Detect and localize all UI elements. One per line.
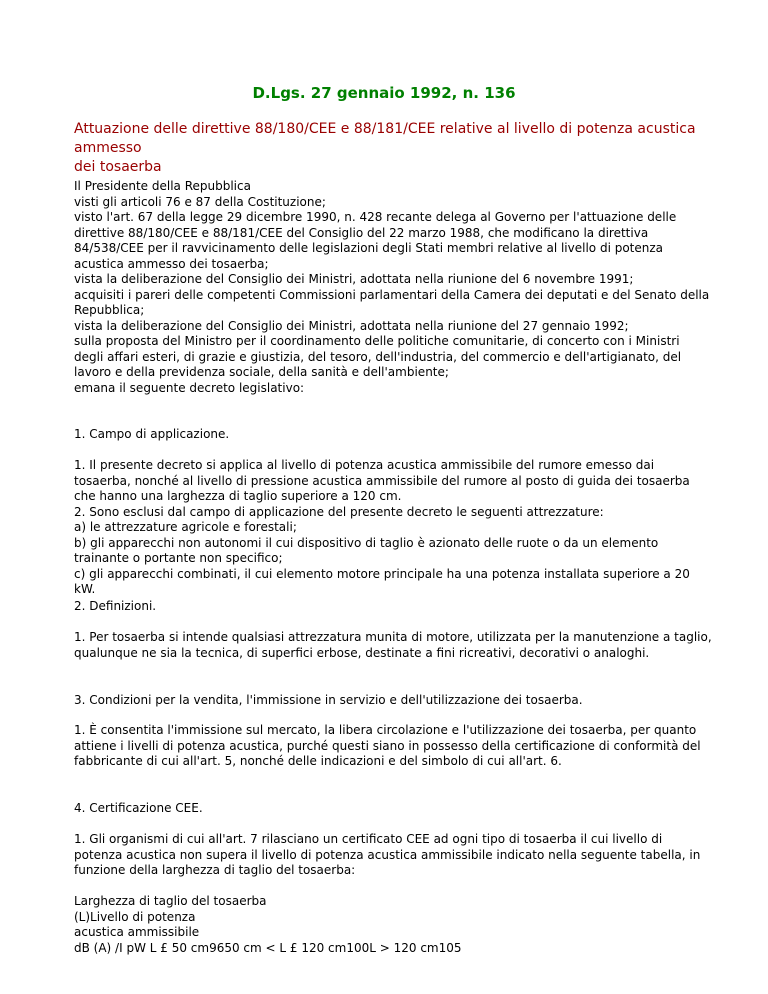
preamble-line: Repubblica;	[74, 303, 145, 317]
article-line: potenza acustica non supera il livello di potenza acustica ammissibile indicato nella seguente tabella, in	[74, 847, 701, 862]
article-line: 2. Sono esclusi dal campo di applicazione del presente decreto le seguenti attrezzature:	[74, 504, 604, 519]
preamble-line: visto l'art. 67 della legge 29 dicembre 1990, n. 428 recante delega al Governo per l'attuazione delle	[74, 210, 677, 224]
preamble-line: lavoro e della previdenza sociale, della sanità e dell'ambiente;	[74, 365, 449, 379]
table-line: dB (A) /I pW L £ 50 cm9650 cm < L £ 120 cm100L > 120 cm105	[74, 940, 462, 955]
preamble-line: acustica ammesso dei tosaerba;	[74, 256, 269, 271]
table-line: acustica ammissibile	[74, 925, 200, 939]
article-line: 1. È consentita l'immissione sul mercato, la libera circolazione e l'utilizzazione dei tosaerba, per quanto	[74, 723, 697, 737]
article-line: a) le attrezzature agricole e forestali;	[74, 520, 297, 534]
preamble-line: sulla proposta del Ministro per il coordinamento delle politiche comunitarie, di concerto con i Ministri	[74, 334, 680, 348]
document-title: D.Lgs. 27 gennaio 1992, n. 136	[252, 84, 516, 102]
preamble-line: emana il seguente decreto legislativo:	[74, 380, 305, 395]
article-3-body	[74, 723, 701, 770]
preamble-line: vista la deliberazione del Consiglio dei Ministri, adottata nella riunione del 6 novembre 1991;	[74, 272, 634, 286]
article-line: 1. Il presente decreto si applica al livello di potenza acustica ammissibile del rumore emesso dai	[74, 458, 655, 472]
article-line: 1. Per tosaerba si intende qualsiasi attrezzatura munita di motore, utilizzata per la manutenzione a taglio,	[74, 630, 712, 644]
article-line: attiene i livelli di potenza acustica, purché questi siano in possesso della certificazione di conformità del	[74, 738, 701, 753]
preamble	[74, 179, 710, 396]
article-2-heading: 2. Definizioni.	[74, 599, 157, 613]
preamble-line: acquisiti i pareri delle competenti Commissioni parlamentari della Camera dei deputati e del Senato della	[74, 287, 710, 302]
article-line: c) gli apparecchi combinati, il cui elemento motore principale ha una potenza installata superiore a 20	[74, 566, 690, 581]
preamble-line: Il Presidente della Repubblica	[74, 179, 251, 193]
article-line: funzione della larghezza di taglio del tosaerba:	[74, 863, 356, 877]
sound-power-table	[74, 894, 694, 956]
article-4-heading: 4. Certificazione CEE.	[74, 801, 203, 815]
article-line: trainante o portante non specifico;	[74, 551, 283, 565]
document-subtitle	[74, 120, 704, 177]
article-line: qualunque ne sia la tecnica, di superfici erbose, destinate a fini ricreativi, decorativi o analoghi.	[74, 645, 650, 660]
subtitle-line: Attuazione delle direttive 88/180/CEE e 88/181/CEE relative al livello di potenza acustica ammesso	[74, 121, 696, 156]
article-1-heading: 1. Campo di applicazione.	[74, 427, 230, 441]
table-line: Larghezza di taglio del tosaerba	[74, 894, 267, 908]
preamble-line: 84/538/CEE per il ravvicinamento delle legislazioni degli Stati membri relative al livello di potenza	[74, 241, 664, 255]
article-line: tosaerba, nonché al livello di pressione acustica ammissibile del rumore al posto di guida dei tosaerba	[74, 473, 690, 488]
article-line: b) gli apparecchi non autonomi il cui dispositivo di taglio è azionato delle ruote o da un elemento	[74, 535, 659, 550]
article-1-body	[74, 458, 694, 598]
article-2-body	[74, 630, 712, 661]
article-line: kW.	[74, 582, 96, 596]
article-3-heading: 3. Condizioni per la vendita, l'immissione in servizio e dell'utilizzazione dei tosaerba.	[74, 693, 583, 707]
preamble-line: visti gli articoli 76 e 87 della Costituzione;	[74, 194, 326, 209]
preamble-line: vista la deliberazione del Consiglio dei Ministri, adottata nella riunione del 27 gennaio 1992;	[74, 318, 629, 333]
table-line: (L)Livello di potenza	[74, 909, 196, 924]
article-4-body	[74, 832, 701, 879]
preamble-line: direttive 88/180/CEE e 88/181/CEE del Consiglio del 22 marzo 1988, che modificano la direttiva	[74, 225, 649, 240]
subtitle-line: dei tosaerba	[74, 159, 162, 175]
article-line: 1. Gli organismi di cui all'art. 7 rilasciano un certificato CEE ad ogni tipo di tosaerba il cui livello di	[74, 832, 663, 846]
article-line: fabbricante di cui all'art. 5, nonché delle indicazioni e del simbolo di cui all'art. 6.	[74, 754, 562, 768]
preamble-line: degli affari esteri, di grazie e giustizia, del tesoro, dell'industria, del commercio e dell'artigianato, del	[74, 349, 682, 364]
article-line: che hanno una larghezza di taglio superiore a 120 cm.	[74, 489, 402, 503]
